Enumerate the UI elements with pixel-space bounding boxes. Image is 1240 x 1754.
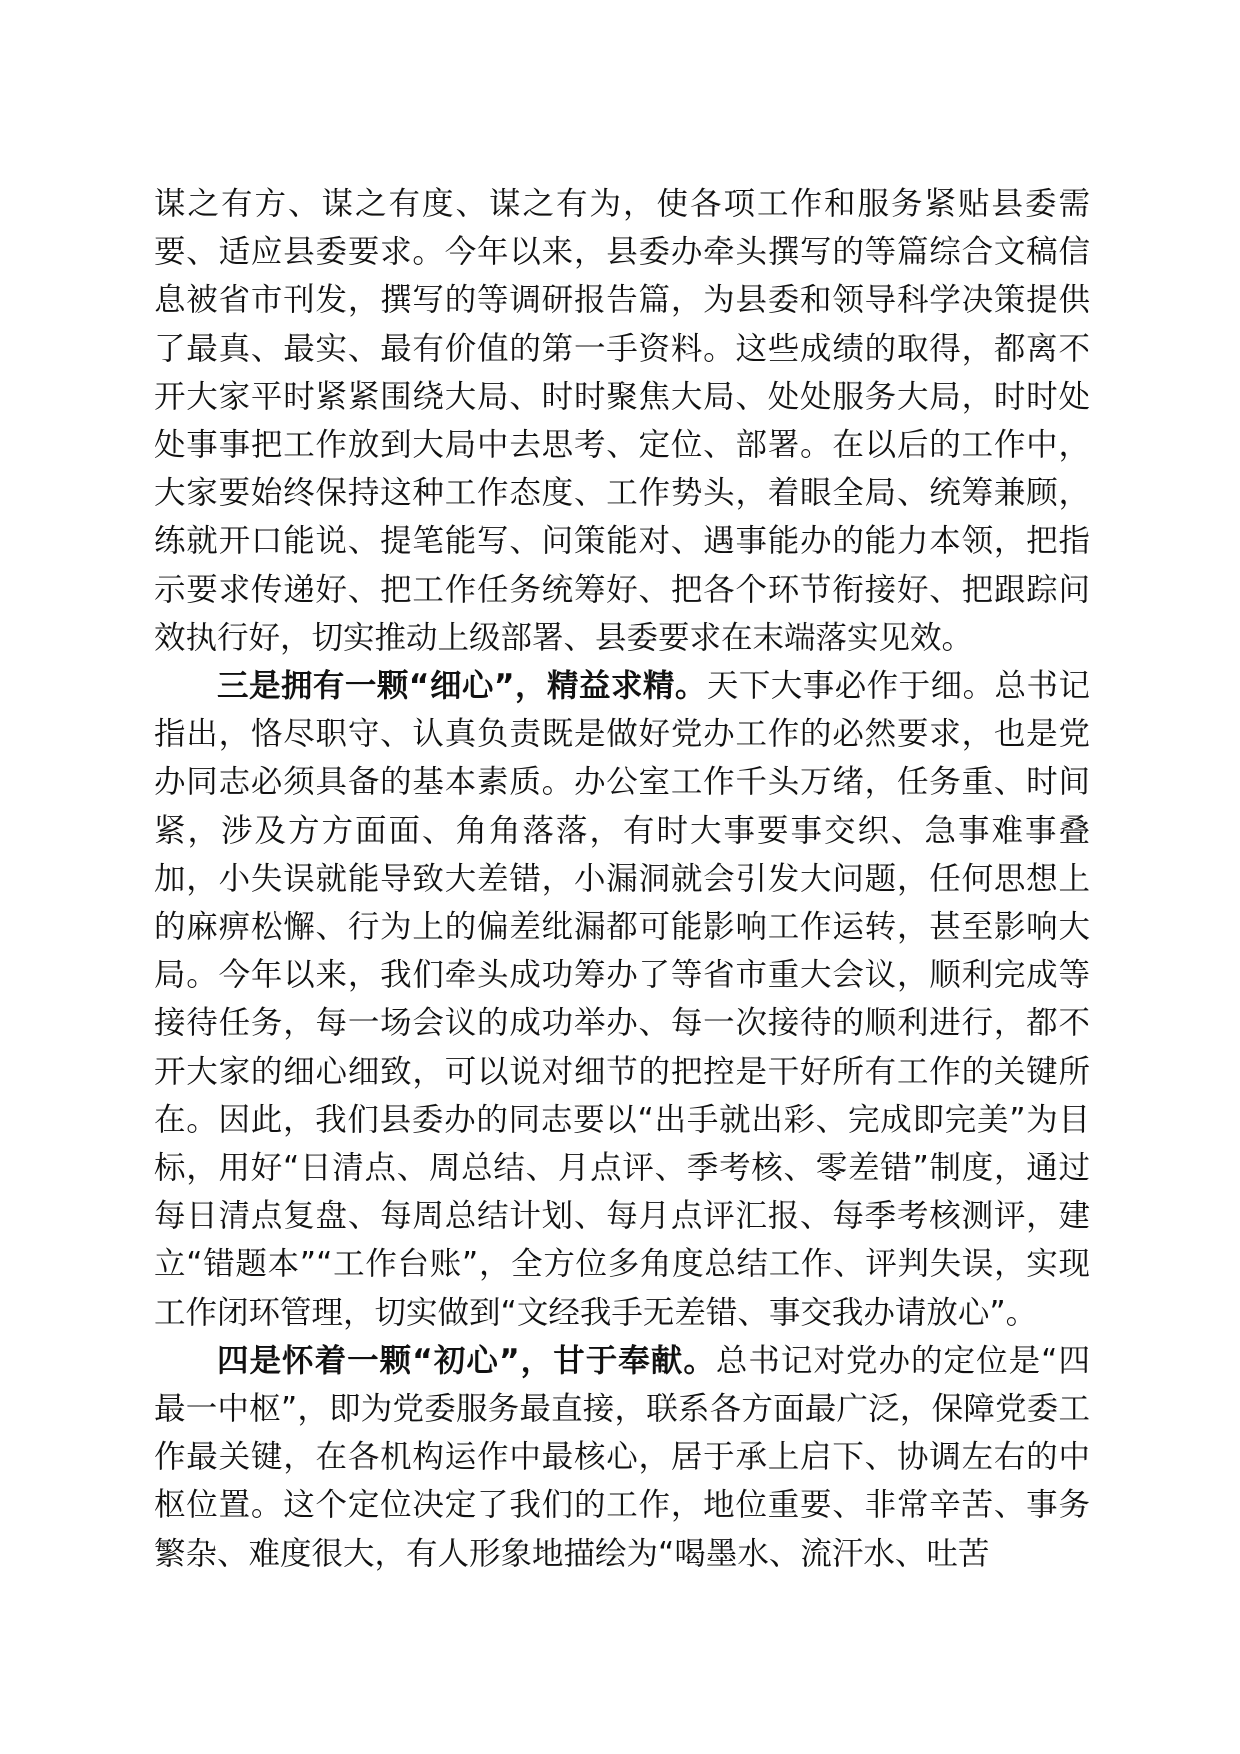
section-four-body: 总书记对党办的定位是“四最一中枢”，即为党委服务最直接，联系各方面最广泛，保障党委工作最关键，在各机构运作中最核心，居于承上启下、协调左右的中枢位置。这个定位决定了我们的工作，地位重要、非常辛苦、事务繁杂、难度很大，有人形象地描绘为“喝墨水、流汗水、吐苦 (154, 1342, 1090, 1572)
section-three-body: 天下大事必作于细。总书记指出，恪尽职守、认真负责既是做好党办工作的必然要求，也是党办同志必须具备的基本素质。办公室工作千头万绪，任务重、时间紧，涉及方方面面、角角落落，有时大事要事交织、急事难事叠加，小失误就能导致大差错，小漏洞就会引发大问题，任何思想上的麻痹松懈、行为上的偏差纰漏都可能影响工作运转，甚至影响大局。今年以来，我们牵头成功筹办了等省市重大会议，顺利完成等接待任务，每一场会议的成功举办、每一次接待的顺利进行，都不开大家的细心细致，可以说对细节的把控是干好所有工作的关键所在。因此，我们县委办的同志要以“出手就出彩、完成即完美”为目标，用好“日清点、周总结、月点评、季考核、零差错”制度，通过每日清点复盘、每周总结计划、每月点评汇报、每季考核测评，建立“错题本”“工作台账”，全方位多角度总结工作、评判失误，实现工作闭环管理，切实做到“文经我手无差错、事交我办请放心”。 (154, 668, 1090, 1331)
section-three-heading: 三是拥有一颗“细心”，精益求精。 (217, 668, 707, 705)
paragraph-section-four (154, 1337, 1090, 1578)
paragraph-1-text: 谋之有方、谋之有度、谋之有为，使各项工作和服务紧贴县委需要、适应县委要求。今年以来，县委办牵头撰写的等篇综合文稿信息被省市刊发，撰写的等调研报告篇，为县委和领导科学决策提供了最真、最实、最有价值的第一手资料。这些成绩的取得，都离不开大家平时紧紧围绕大局、时时聚焦大局、处处服务大局，时时处处事事把工作放到大局中去思考、定位、部署。在以后的工作中，大家要始终保持这种工作态度、工作势头，着眼全局、统筹兼顾，练就开口能说、提笔能写、问策能对、遇事能办的能力本领，把指示要求传递好、把工作任务统筹好、把各个环节衔接好、把跟踪问效执行好，切实推动上级部署、县委要求在末端落实见效。 (154, 186, 1090, 656)
paragraph-section-three (154, 662, 1090, 1337)
paragraph-continuation (154, 180, 1090, 662)
document-page (154, 180, 1090, 1578)
section-four-heading: 四是怀着一颗“初心”，甘于奉献。 (217, 1342, 716, 1379)
